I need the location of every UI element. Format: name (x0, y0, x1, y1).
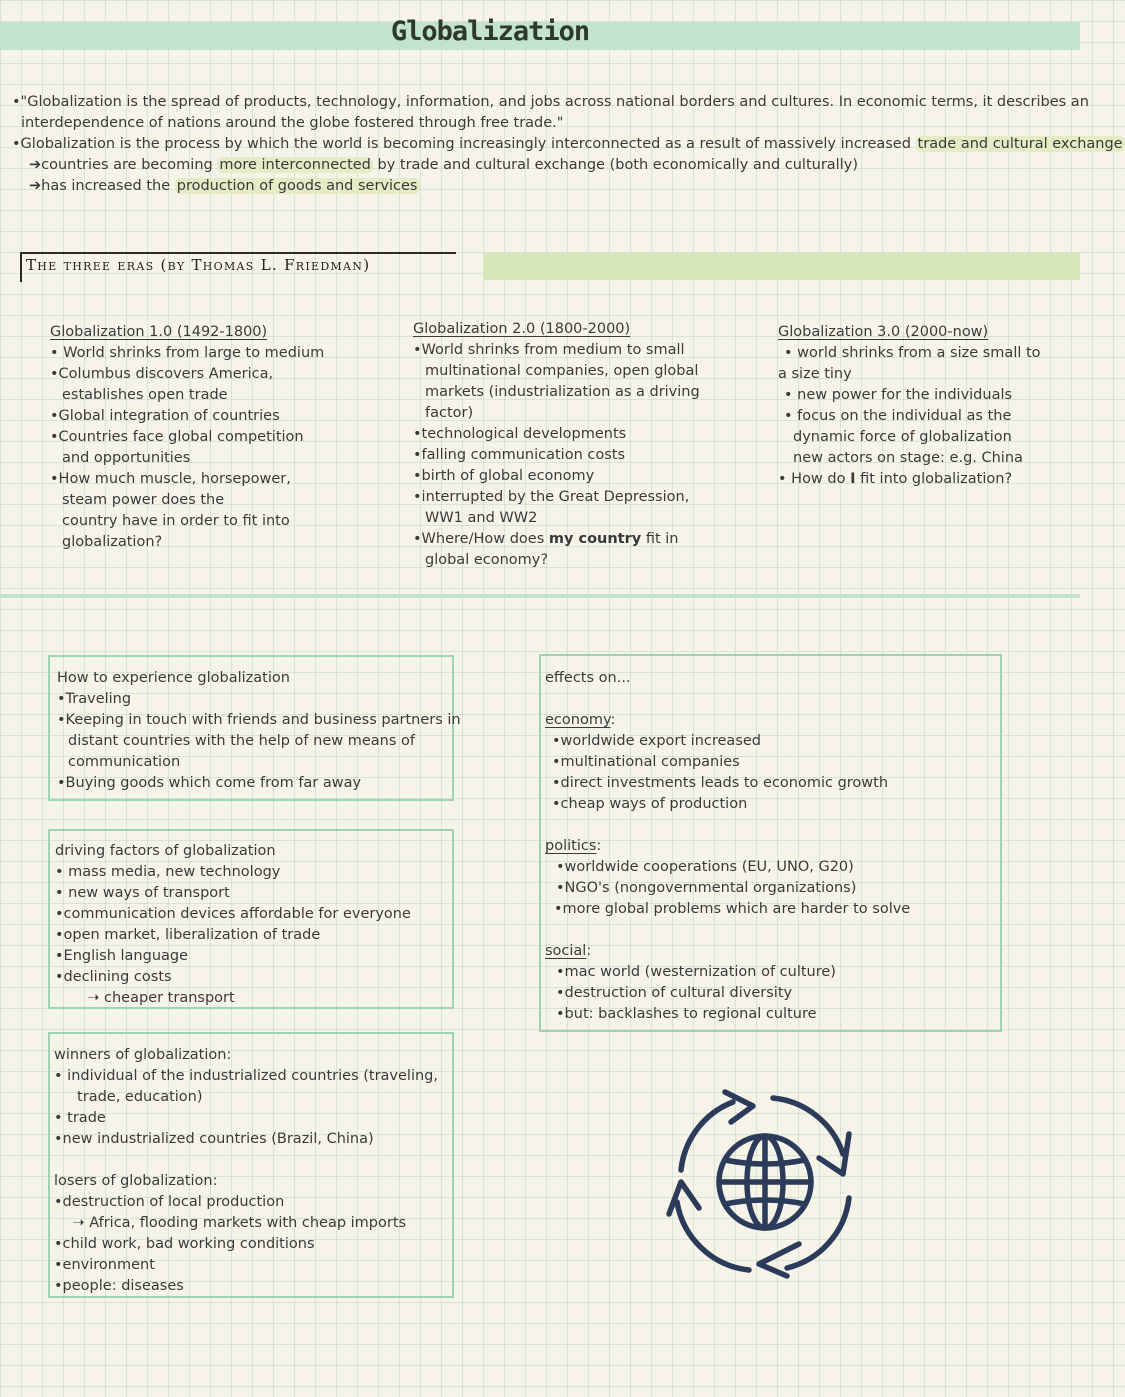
list-item: steam power does the (62, 492, 225, 508)
list-item: • new ways of transport (55, 885, 230, 901)
section-divider (0, 594, 1080, 598)
list-item: • mass media, new technology (55, 864, 281, 880)
list-item: markets (industrialization as a driving (425, 384, 700, 400)
list-item: • world shrinks from a size small to (784, 345, 1041, 361)
list-item: •declining costs (55, 969, 172, 985)
list-item: and opportunities (62, 450, 191, 466)
effects-title: effects on... (545, 670, 631, 686)
drivers-box (48, 829, 454, 1009)
highlight-production: production of goods and services (176, 178, 418, 194)
list-item: • individual of the industrialized countries (traveling, (54, 1068, 438, 1084)
era-3-title: Globalization 3.0 (2000-now) (778, 324, 989, 340)
list-item: • new power for the individuals (784, 387, 1013, 403)
list-item: • How do I fit into globalization? (778, 471, 1013, 487)
losers-title: losers of globalization: (54, 1173, 218, 1189)
list-item: •worldwide cooperations (EU, UNO, G20) (556, 859, 854, 875)
list-item: •environment (54, 1257, 155, 1273)
list-item: • trade (54, 1110, 106, 1126)
era-2-column (413, 319, 700, 571)
era-3-column (778, 322, 1041, 490)
list-item: WW1 and WW2 (425, 510, 538, 526)
list-item: •mac world (westernization of culture) (556, 964, 836, 980)
list-item: •people: diseases (54, 1278, 184, 1294)
winners-losers-box (48, 1032, 454, 1298)
list-item: •falling communication costs (413, 447, 626, 463)
list-item: establishes open trade (62, 387, 228, 403)
list-item: •technological developments (413, 426, 627, 442)
list-item: multinational companies, open global (425, 363, 699, 379)
drivers-title: driving factors of globalization (55, 843, 276, 859)
list-item: •Countries face global competition (50, 429, 304, 445)
list-item: •Keeping in touch with friends and business partners in (57, 712, 461, 728)
page-title: Globalization (390, 16, 590, 47)
experience-box (48, 655, 461, 801)
globe-with-circular-arrows-icon (663, 1088, 857, 1282)
list-item: ➝ cheaper transport (55, 990, 235, 1006)
list-item: new actors on stage: e.g. China (793, 450, 1023, 466)
list-item: •open market, liberalization of trade (55, 927, 321, 943)
era-2-title: Globalization 2.0 (1800-2000) (413, 321, 631, 337)
winners-title: winners of globalization: (54, 1047, 232, 1063)
social-heading: social: (545, 943, 592, 959)
list-item: •How much muscle, horsepower, (50, 471, 291, 487)
list-item: •NGO's (nongovernmental organizations) (556, 880, 857, 896)
list-item: country have in order to fit into (62, 513, 290, 529)
intro-line-1: •"Globalization is the spread of products, technology, information, and jobs across national borders and cultures. In economic terms, it describes an (12, 94, 1089, 110)
highlight-interconnected: more interconnected (219, 157, 371, 173)
list-item: global economy? (425, 552, 549, 568)
list-item: communication (68, 754, 181, 770)
intro-block (12, 92, 1125, 197)
list-item: •Where/How does my country fit in (413, 531, 679, 547)
eras-heading-band (483, 253, 1080, 280)
list-item: •communication devices affordable for everyone (55, 906, 411, 922)
list-item: •direct investments leads to economic growth (552, 775, 889, 791)
list-item: •destruction of cultural diversity (556, 985, 793, 1001)
list-item: •interrupted by the Great Depression, (413, 489, 690, 505)
list-item: •new industrialized countries (Brazil, China) (54, 1131, 374, 1147)
highlight-trade: trade and cultural exchange (917, 136, 1123, 152)
list-item: • World shrinks from large to medium (50, 345, 325, 361)
intro-line-2: interdependence of nations around the globe fostered through free trade." (21, 115, 564, 131)
list-item: •child work, bad working conditions (54, 1236, 315, 1252)
list-item: •multinational companies (552, 754, 740, 770)
list-item: •Columbus discovers America, (50, 366, 274, 382)
intro-line-4: ➔countries are becoming more interconnected by trade and cultural exchange (both economically and culturally) (29, 157, 858, 173)
effects-box (539, 654, 1002, 1032)
list-item: •Buying goods which come from far away (57, 775, 362, 791)
politics-heading: politics: (545, 838, 602, 854)
list-item: •worldwide export increased (552, 733, 761, 749)
list-item: dynamic force of globalization (793, 429, 1012, 445)
era-1-column (50, 322, 324, 553)
eras-heading: The three eras (by Thomas L. Friedman) (26, 256, 371, 274)
list-item: •Global integration of countries (50, 408, 280, 424)
list-item: trade, education) (54, 1089, 203, 1105)
list-item: distant countries with the help of new means of (68, 733, 415, 749)
intro-line-5: ➔has increased the production of goods and services (29, 178, 418, 194)
list-item: factor) (425, 405, 474, 421)
list-item: •more global problems which are harder to solve (554, 901, 911, 917)
list-item: globalization? (62, 534, 163, 550)
list-item: •Traveling (57, 691, 132, 707)
list-item: •destruction of local production (54, 1194, 285, 1210)
list-item: •English language (55, 948, 189, 964)
economy-heading: economy: (545, 712, 616, 728)
list-item: •birth of global economy (413, 468, 595, 484)
experience-title: How to experience globalization (57, 670, 290, 686)
list-item: •cheap ways of production (552, 796, 748, 812)
list-item: •but: backlashes to regional culture (556, 1006, 817, 1022)
era-1-title: Globalization 1.0 (1492-1800) (50, 324, 268, 340)
list-item: • focus on the individual as the (784, 408, 1012, 424)
list-item: •World shrinks from medium to small (413, 342, 685, 358)
intro-line-3: •Globalization is the process by which the world is becoming increasingly interconnected as a result of massively increased trade and cultural exchange (12, 136, 1123, 152)
list-item: a size tiny (778, 366, 852, 382)
list-item: ➝ Africa, flooding markets with cheap imports (54, 1215, 407, 1231)
